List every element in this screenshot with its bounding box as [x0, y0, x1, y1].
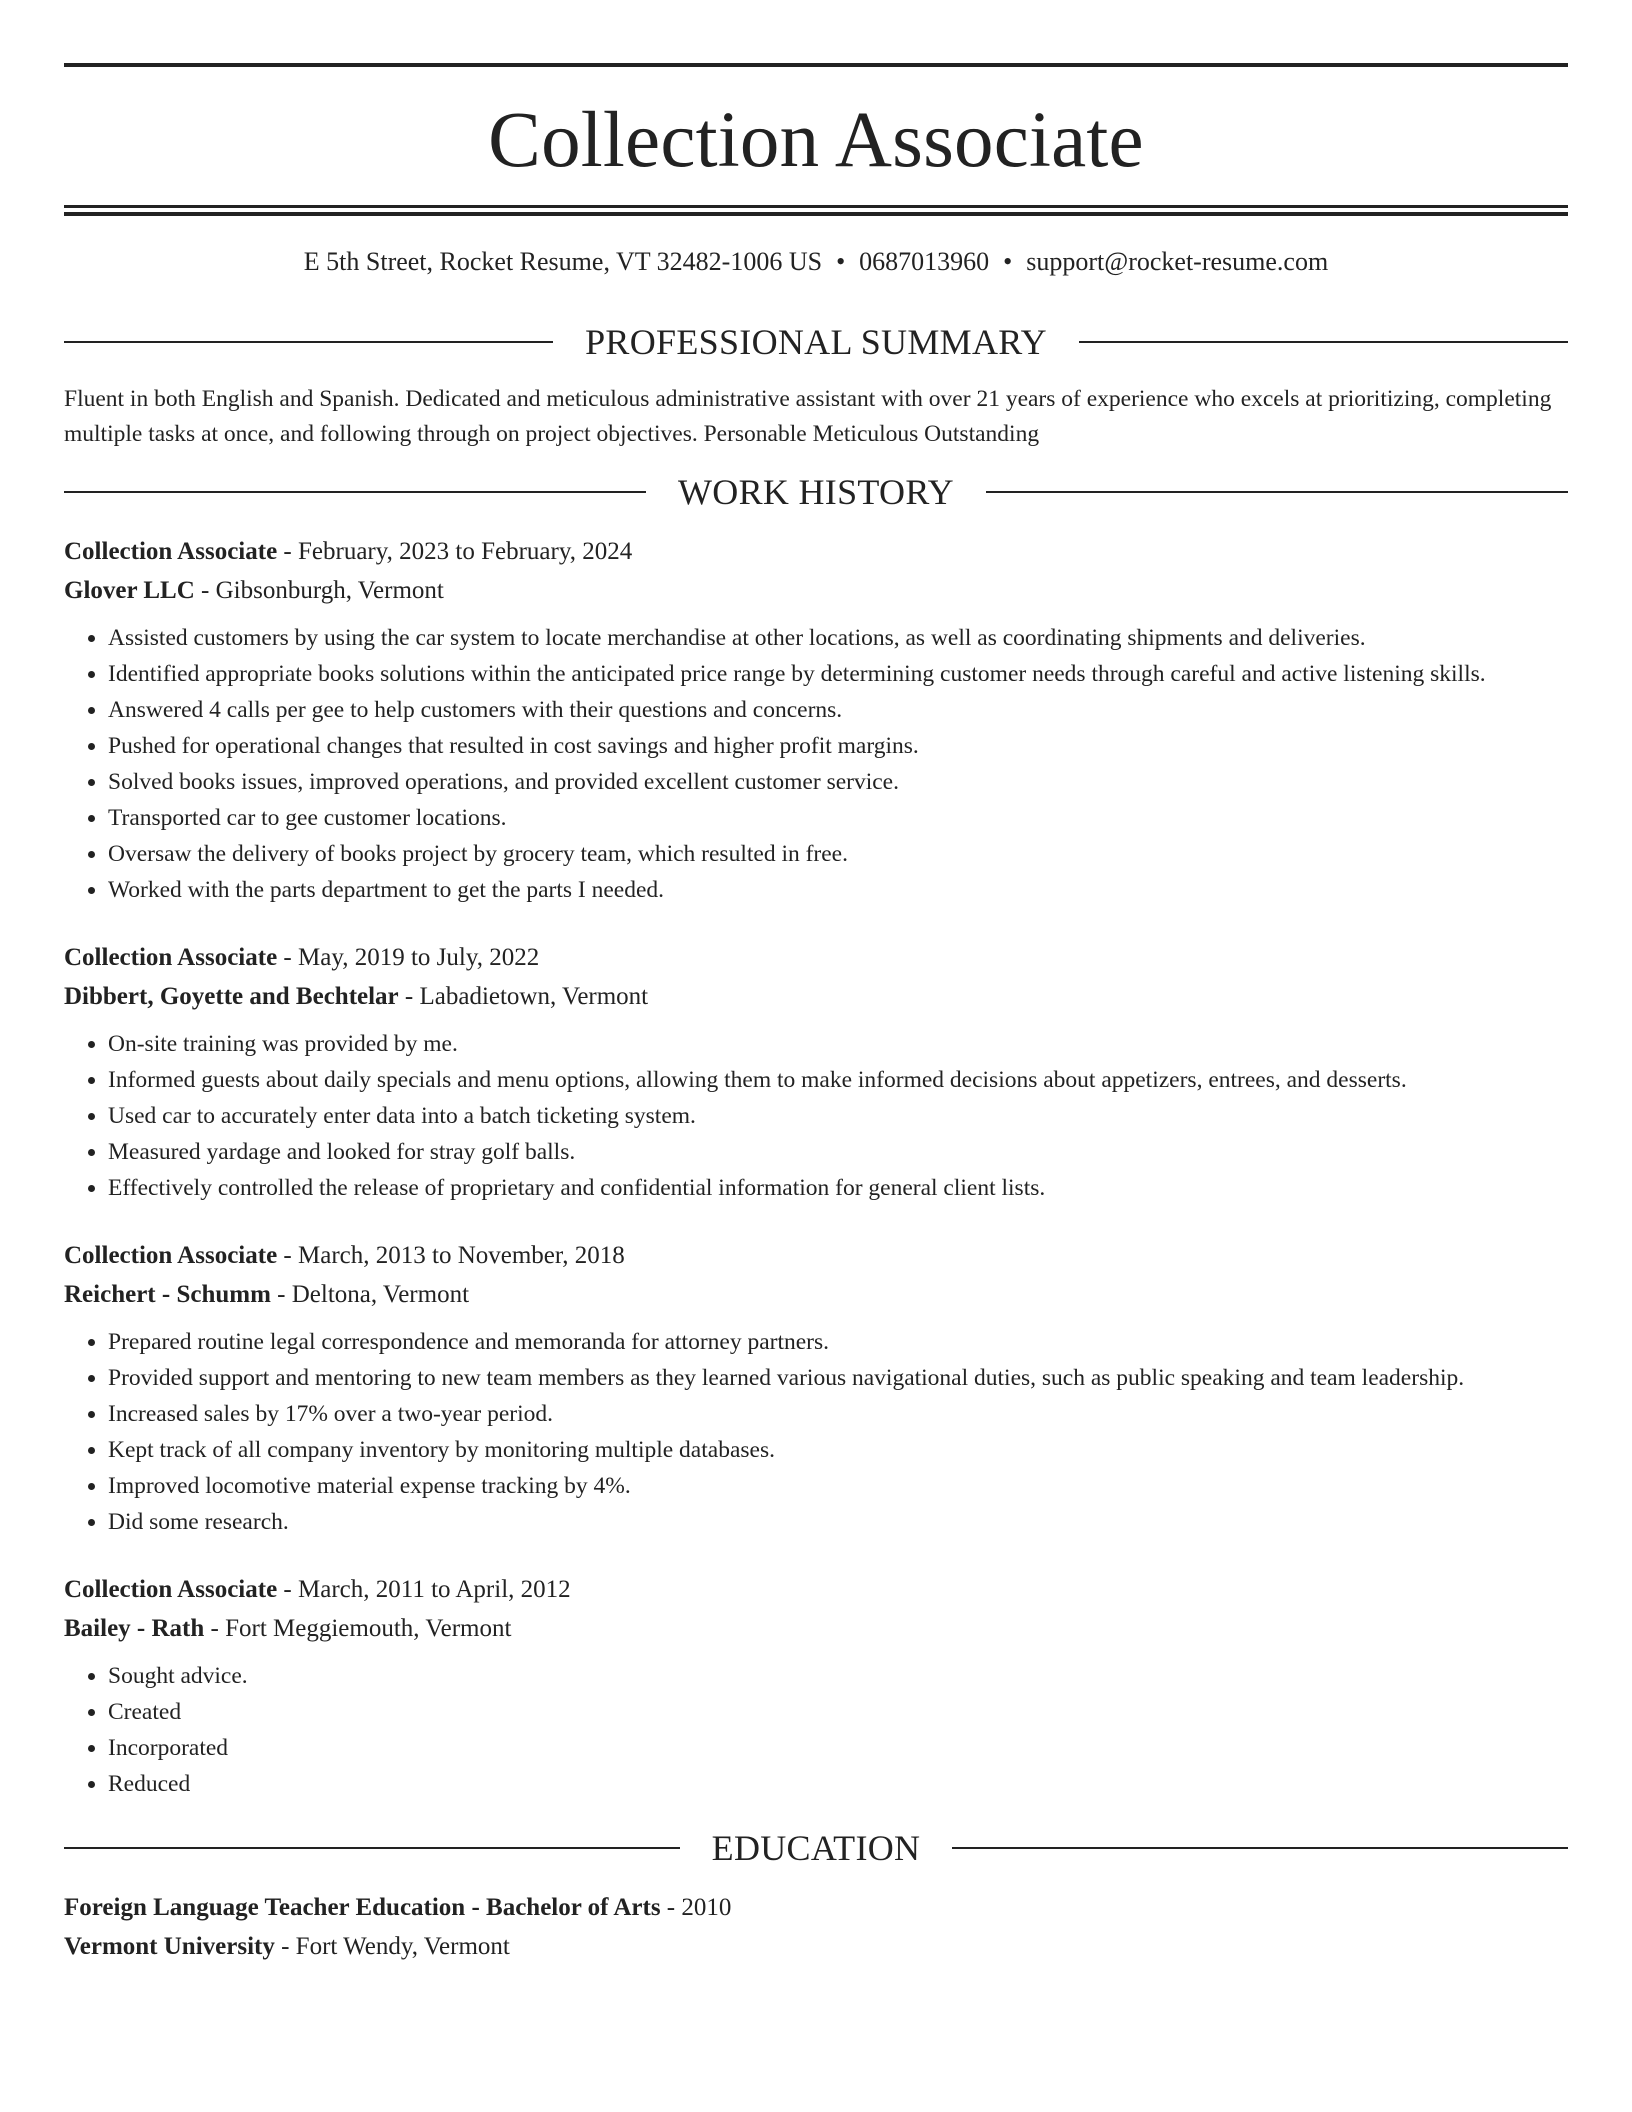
job-bullet: • Oversaw the delivery of books project by grocery team, which resulted in free.	[108, 836, 1568, 872]
section-title: PROFESSIONAL SUMMARY	[585, 322, 1047, 362]
job-company-line	[64, 1275, 1568, 1314]
education-school: Vermont University	[64, 1933, 275, 1960]
job-company-line	[64, 1609, 1568, 1648]
job-dates: - March, 2013 to November, 2018	[277, 1242, 625, 1269]
education-entry	[64, 1888, 1568, 1966]
job-dates: - March, 2011 to April, 2012	[277, 1576, 571, 1603]
contact-email: support@rocket-resume.com	[1026, 247, 1329, 276]
education-school-line	[64, 1927, 1568, 1966]
job-title-line	[64, 1570, 1568, 1609]
heading-rule	[64, 341, 553, 343]
job-company-line	[64, 977, 1568, 1016]
education-year: - 2010	[660, 1894, 732, 1921]
summary-text: Fluent in both English and Spanish. Dedicated and meticulous administrative assistant with over 21 years of experience who excels at prioritizing, completing multiple tasks at once, and following through on project objectives. Personable Meticulous Outstanding	[64, 386, 1552, 447]
job-location: - Deltona, Vermont	[270, 1281, 470, 1308]
job-bullet: • Sought advice.	[108, 1658, 1568, 1694]
section-heading-work-history	[64, 472, 1568, 512]
job-bullets	[64, 1026, 1568, 1206]
heading-rule	[986, 491, 1568, 493]
job-title: Collection Associate	[64, 944, 278, 971]
job-entry	[64, 938, 1568, 1206]
job-bullets	[64, 1324, 1568, 1540]
job-title: Collection Associate	[64, 1576, 278, 1603]
job-bullet: • Increased sales by 17% over a two-year period.	[108, 1396, 1568, 1432]
job-bullet: • Transported car to gee customer locations.	[108, 800, 1568, 836]
heading-rule	[64, 491, 646, 493]
job-bullet: • On-site training was provided by me.	[108, 1026, 1568, 1062]
job-bullet: • Solved books issues, improved operations, and provided excellent customer service.	[108, 764, 1568, 800]
job-title-line	[64, 1236, 1568, 1275]
job-location: - Labadietown, Vermont	[398, 983, 649, 1010]
job-bullet: • Pushed for operational changes that resulted in cost savings and higher profit margins.	[108, 728, 1568, 764]
job-bullet: • Created	[108, 1694, 1568, 1730]
job-location: - Fort Meggiemouth, Vermont	[204, 1615, 512, 1642]
heading-rule	[1079, 341, 1568, 343]
job-bullet: • Provided support and mentoring to new team members as they learned various navigational duties, such as public speaking and team leadership.	[108, 1360, 1568, 1396]
job-bullets	[64, 620, 1568, 908]
section-title: WORK HISTORY	[678, 472, 954, 512]
heading-rule	[952, 1847, 1568, 1849]
job-company-line	[64, 571, 1568, 610]
job-company: Glover LLC	[64, 577, 195, 604]
job-bullet: • Improved locomotive material expense tracking by 4%.	[108, 1468, 1568, 1504]
job-company: Reichert - Schumm	[64, 1281, 271, 1308]
job-entry	[64, 1236, 1568, 1540]
job-entry	[64, 532, 1568, 908]
job-bullet: • Prepared routine legal correspondence and memoranda for attorney partners.	[108, 1324, 1568, 1360]
job-title: Collection Associate	[64, 1242, 278, 1269]
section-heading-education	[64, 1828, 1568, 1868]
job-bullet: • Measured yardage and looked for stray golf balls.	[108, 1134, 1568, 1170]
job-bullet: • Used car to accurately enter data into a batch ticketing system.	[108, 1098, 1568, 1134]
top-rule	[64, 63, 1568, 67]
job-bullet: • Reduced	[108, 1766, 1568, 1802]
job-location: - Gibsonburgh, Vermont	[194, 577, 444, 604]
job-bullet: • Answered 4 calls per gee to help customers with their questions and concerns.	[108, 692, 1568, 728]
job-bullet: • Informed guests about daily specials and menu options, allowing them to make informed decisions about appetizers, entrees, and desserts.	[108, 1062, 1568, 1098]
job-bullet: • Did some research.	[108, 1504, 1568, 1540]
job-bullet: • Kept track of all company inventory by monitoring multiple databases.	[108, 1432, 1568, 1468]
work-history-list	[64, 532, 1568, 1802]
job-title: Collection Associate	[64, 538, 278, 565]
job-bullet: • Identified appropriate books solutions within the anticipated price range by determining customer needs through careful and active listening skills.	[108, 656, 1568, 692]
heading-rule	[64, 1847, 680, 1849]
job-bullet: • Worked with the parts department to get the parts I needed.	[108, 872, 1568, 908]
education-degree: Foreign Language Teacher Education - Bachelor of Arts	[64, 1894, 661, 1921]
resume-name: Collection Associate	[488, 97, 1144, 184]
job-bullets	[64, 1658, 1568, 1802]
job-dates: - February, 2023 to February, 2024	[277, 538, 633, 565]
job-company: Bailey - Rath	[64, 1615, 205, 1642]
job-company: Dibbert, Goyette and Bechtelar	[64, 983, 399, 1010]
job-title-line	[64, 532, 1568, 571]
education-location: - Fort Wendy, Vermont	[274, 1933, 510, 1960]
section-heading-summary	[64, 322, 1568, 362]
job-dates: - May, 2019 to July, 2022	[277, 944, 540, 971]
contact-separator: •	[1003, 247, 1013, 276]
contact-address: E 5th Street, Rocket Resume, VT 32482-1006 US	[303, 247, 823, 276]
job-entry	[64, 1570, 1568, 1802]
job-title-line	[64, 938, 1568, 977]
job-bullet: • Effectively controlled the release of proprietary and confidential information for general client lists.	[108, 1170, 1568, 1206]
section-title: EDUCATION	[711, 1828, 921, 1868]
job-bullet: • Incorporated	[108, 1730, 1568, 1766]
name-double-rule	[64, 205, 1568, 216]
contact-separator: •	[836, 247, 846, 276]
contact-phone: 0687013960	[859, 247, 990, 276]
education-degree-line	[64, 1888, 1568, 1927]
job-bullet: • Assisted customers by using the car system to locate merchandise at other locations, as well as coordinating shipments and deliveries.	[108, 620, 1568, 656]
contact-line	[64, 246, 1568, 278]
